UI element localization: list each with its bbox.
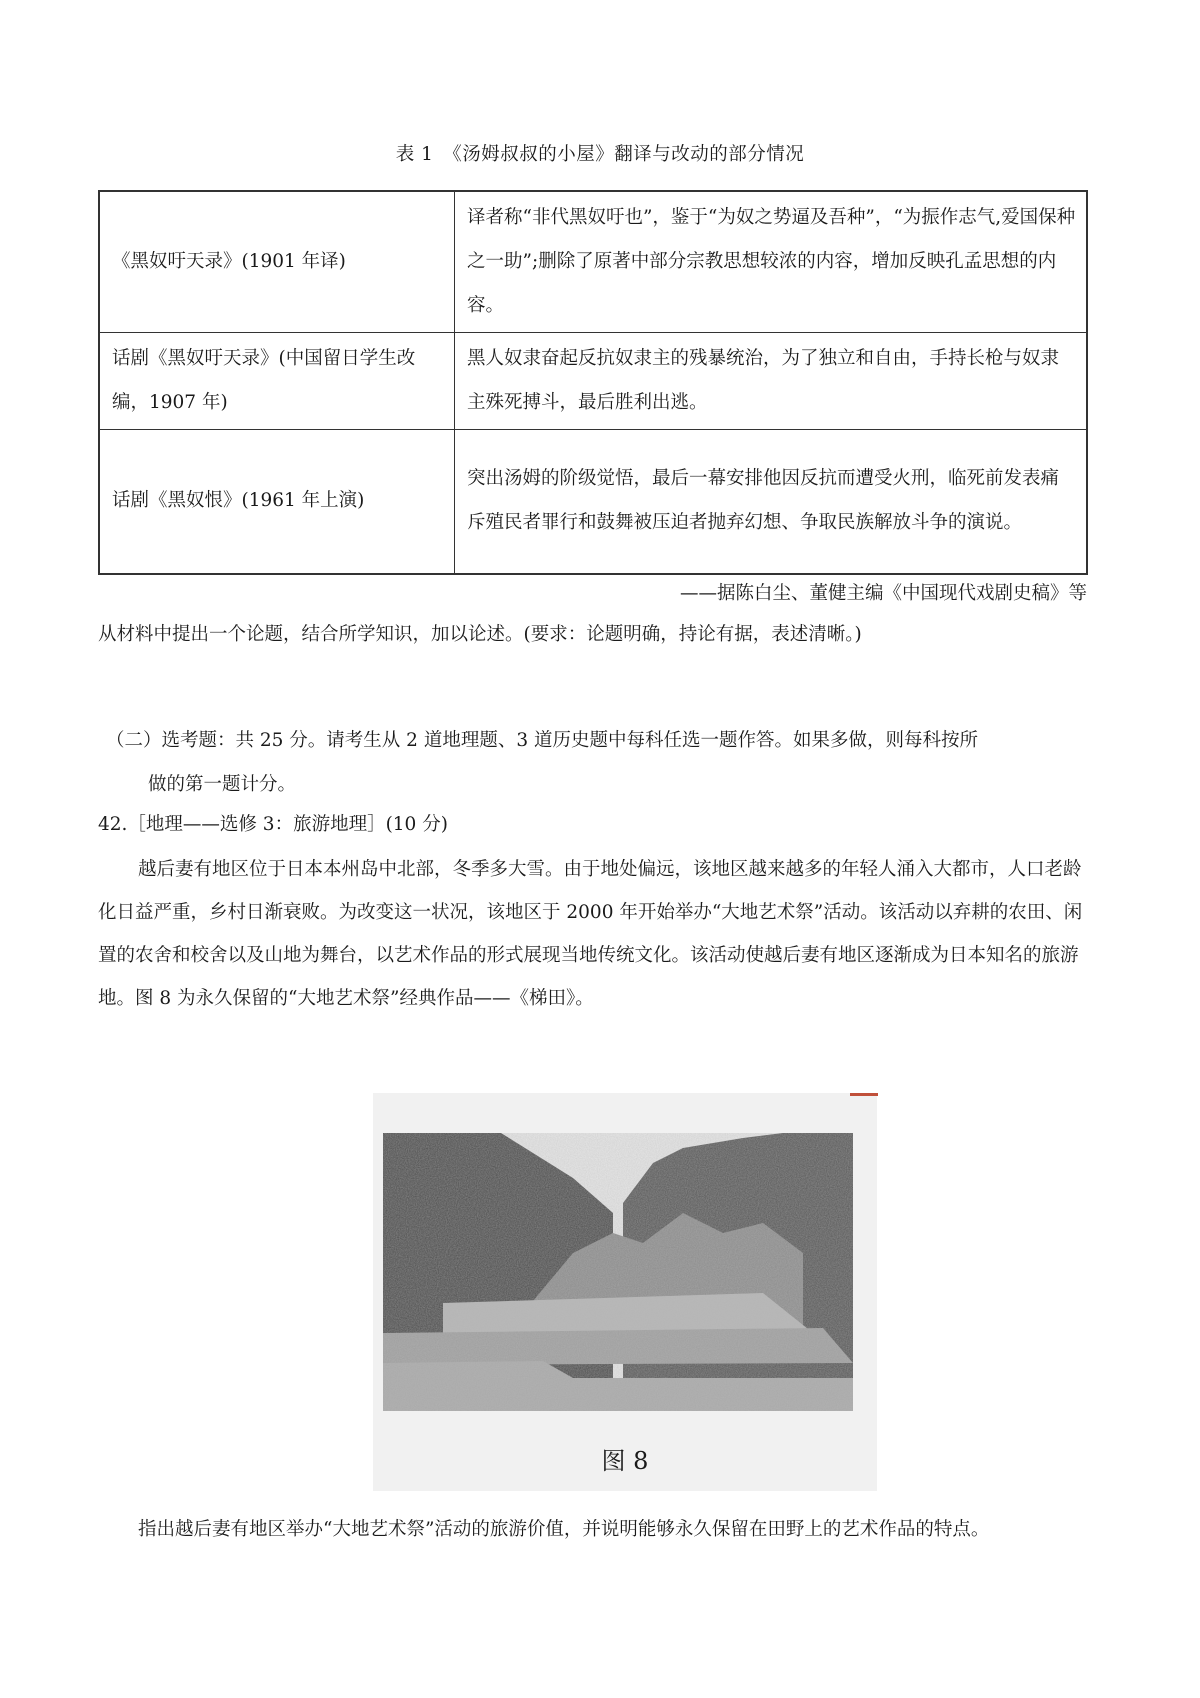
detail-cell: 译者称“非代黑奴吁也”，鉴于“为奴之势逼及吾种”，“为振作志气,爱国保种之一助”;删除了原著中部分宗教思想较浓的内容，增加反映孔孟思想的内容。 xyxy=(455,191,1088,332)
work-cell: 《黑奴吁天录》(1901 年译) xyxy=(99,191,455,332)
table-title: 表 1 《汤姆叔叔的小屋》翻译与改动的部分情况 xyxy=(395,144,805,165)
figure-caption: 图 8 xyxy=(601,1447,649,1475)
section-2-instructions-cont: 做的第一题计分。 xyxy=(148,774,297,795)
photo-texture xyxy=(383,1133,853,1411)
question-41-prompt: 从材料中提出一个论题，结合所学知识，加以论述。(要求：论题明确，持论有据，表述清晰。) xyxy=(98,624,862,645)
table-source: ——据陈白尘、董健主编《中国现代戏剧史稿》等 xyxy=(679,583,1087,604)
detail-cell: 突出汤姆的阶级觉悟，最后一幕安排他因反抗而遭受火刑，临死前发表痛斥殖民者罪行和鼓舞被压迫者抛弃幻想、争取民族解放斗争的演说。 xyxy=(455,429,1088,574)
comparison-table xyxy=(98,190,1088,575)
table-row xyxy=(99,429,1087,574)
question-42-prompt: 指出越后妻有地区举办“大地艺术祭”活动的旅游价值，并说明能够永久保留在田野上的艺术作品的特点。 xyxy=(138,1519,990,1540)
table-row xyxy=(99,332,1087,429)
question-42-heading: 42.［地理——选修 3：旅游地理］(10 分) xyxy=(98,814,448,835)
terraced-field-photo xyxy=(383,1133,853,1411)
figure-8 xyxy=(373,1093,877,1491)
question-42-paragraph: 越后妻有地区位于日本本州岛中北部，冬季多大雪。由于地处偏远，该地区越来越多的年轻人涌入大都市，人口老龄化日益严重，乡村日渐衰败。为改变这一状况，该地区于 2000 年开始举办“大地艺术祭”活动。该活动以弃耕的农田、闲置的农舍和校舍以及山地为舞台，以艺术作品的形式展现当地传统文化。该活动使越后妻有地区逐渐成为日本知名的旅游地。图 8 为永久保留的“大地艺术祭”经典作品——《梯田》。 xyxy=(98,859,1083,1009)
scan-mark xyxy=(850,1093,878,1096)
table-row xyxy=(99,191,1087,332)
detail-cell: 黑人奴隶奋起反抗奴隶主的残暴统治，为了独立和自由，手持长枪与奴隶主殊死搏斗，最后胜利出逃。 xyxy=(455,332,1088,429)
section-2-instructions: （二）选考题：共 25 分。请考生从 2 道地理题、3 道历史题中每科任选一题作答。如果多做，则每科按所 xyxy=(106,730,978,751)
work-cell: 话剧《黑奴吁天录》(中国留日学生改编，1907 年) xyxy=(99,332,455,429)
work-cell: 话剧《黑奴恨》(1961 年上演) xyxy=(99,429,455,574)
